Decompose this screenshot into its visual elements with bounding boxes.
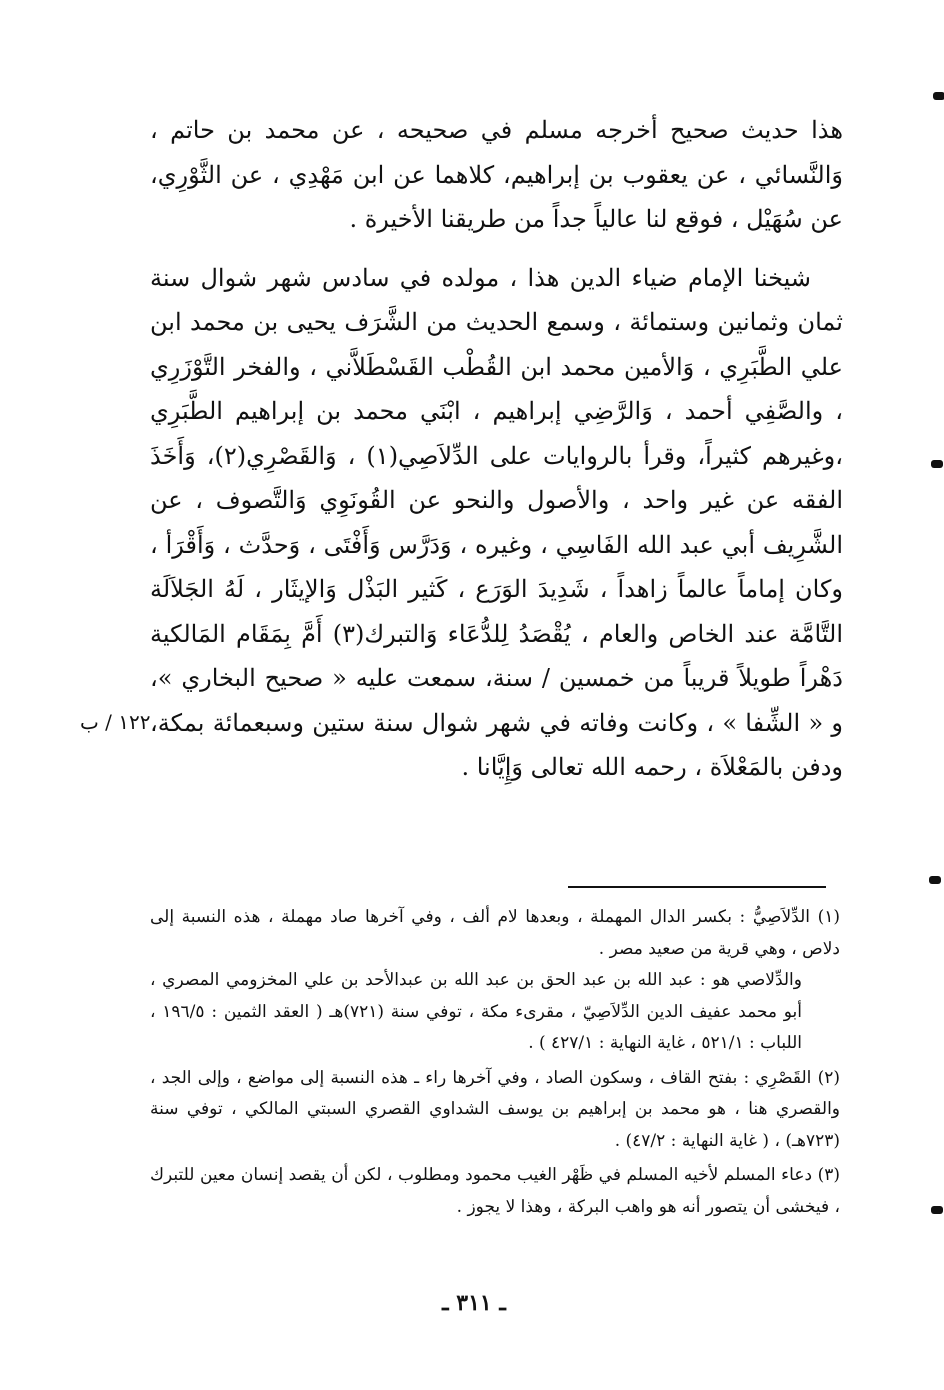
scan-edge-mark xyxy=(933,92,944,100)
footnote-text: القَصْرِي : بفتح القاف ، وسكون الصاد ، وفي آخرها راء ـ هذه النسبة إلى مواضع ، وإلى الجد ، والقصري هنا ، هو محمد بن إبراهيم بن يوسف الشداوي القصري السبتي المالكي ، توفي سنة (٧٢٣هـ) ، ( غاية النهاية : ٤٧/٢) . xyxy=(150,1067,840,1151)
manuscript-folio-note: ١٢٢ / ب xyxy=(80,710,151,734)
footnote-number: (٣) xyxy=(817,1165,841,1185)
footnotes xyxy=(150,902,840,1226)
paragraph-biography: شيخنا الإمام ضياء الدين هذا ، مولده في سادس شهر شوال سنة ثمان وثمانين وستمائة ، وسمع الحديث من الشَّرَف يحيى بن محمد ابن علي الطَّبَرِي ، وَالأمين محمد ابن القُطْب القَسْطَلاَّني ، والفخر التَّوْزَرِي ، والصَّفِي أحمد ، وَالرَّضِي إبراهيم ، ابْنَي محمد بن إبراهيم الطَّبَرِي ،وغيرهم كثيراً، وقرأ بالروايات على الدِّلاَصِي(١) ، وَالقَصْرِي(٢)، وَأَخَذَ الفقه عن غير واحد ، والأصول والنحو عن القُونَوِي وَالتَّصوف ، عن الشَّرِيف أبي عبد الله الفَاسِي ، وغيره ، وَدَرَّس وَأَفْتَى ، وَحدَّث ، وَأَقْرَأ ، وكان إماماً عالماً زاهداً ، شَدِيدَ الوَرَع ، كَثير البَذْل وَالإيثَار ، لَهُ الجَلاَلَة التَّامَّة عند الخاص والعام ، يُقْصَدُ لِلدُّعَاء وَالتبرك(٣) أَمَّ بِمَقَام المَالكية دَهْراً طويلاً قريباً من خمسين / سنة، سمعت عليه « صحيح البخاري »، و « الشِّفا » ، وكانت وفاته في شهر شوال سنة ستين وسبعمائة بمكة، ودفن بالمَعْلاَة ، رحمه الله تعالى وَإِيَّانا . xyxy=(150,263,844,781)
main-text xyxy=(150,108,843,790)
scan-edge-mark xyxy=(931,1206,943,1214)
footnote-3 xyxy=(150,1160,840,1223)
footnote-2 xyxy=(150,1063,840,1158)
scan-edge-mark xyxy=(931,460,943,468)
footnote-number: (١) xyxy=(817,907,840,927)
scan-edge-mark xyxy=(929,876,941,884)
footnote-1 xyxy=(150,902,840,1060)
footnote-text: الدِّلاَصِيُّ : بكسر الدال المهملة ، وبعدها لام ألف ، وفي آخرها صاد مهملة ، هذه النسبة إلى دلاص ، وهي قرية من صعيد مصر . xyxy=(150,907,840,959)
footnote-separator xyxy=(568,886,826,888)
footnote-text: دعاء المسلم لأخيه المسلم في ظَهْر الغيب محمود ومطلوب ، لكن أن يقصد إنسان معين للتبرك ، فيخشى أن يتصور أنه هو واهب البركة ، وهذا لا يجوز . xyxy=(150,1165,840,1217)
paragraph-hadith-note: هذا حديث صحيح أخرجه مسلم في صحيحه ، عن محمد بن حاتم ، وَالنَّسائي ، عن يعقوب بن إبراهيم، كلاهما عن ابن مَهْدِي ، عن الثَّوْرِي، عن سُهَيْل ، فوقع لنا عالياً جداً من طريقنا الأخيرة . xyxy=(150,116,843,233)
footnote-text: والدِّلاصي هو : عبد الله بن عبد الحق بن عبد الله بن عبدالأحد بن علي المخزومي المصري ، أبو محمد عفيف الدين الدِّلاَصِيّ ، مقرىء مكة ، توفي سنة (٧٢١)هـ ( العقد الثمين : ١٩٦/٥ ، اللباب : ٥٢١/١ ، غاية النهاية : ٤٢٧/١ ) . xyxy=(150,970,803,1053)
footnote-number: (٢) xyxy=(817,1067,840,1088)
page-number: ـ ٣١١ ـ xyxy=(442,1290,506,1316)
